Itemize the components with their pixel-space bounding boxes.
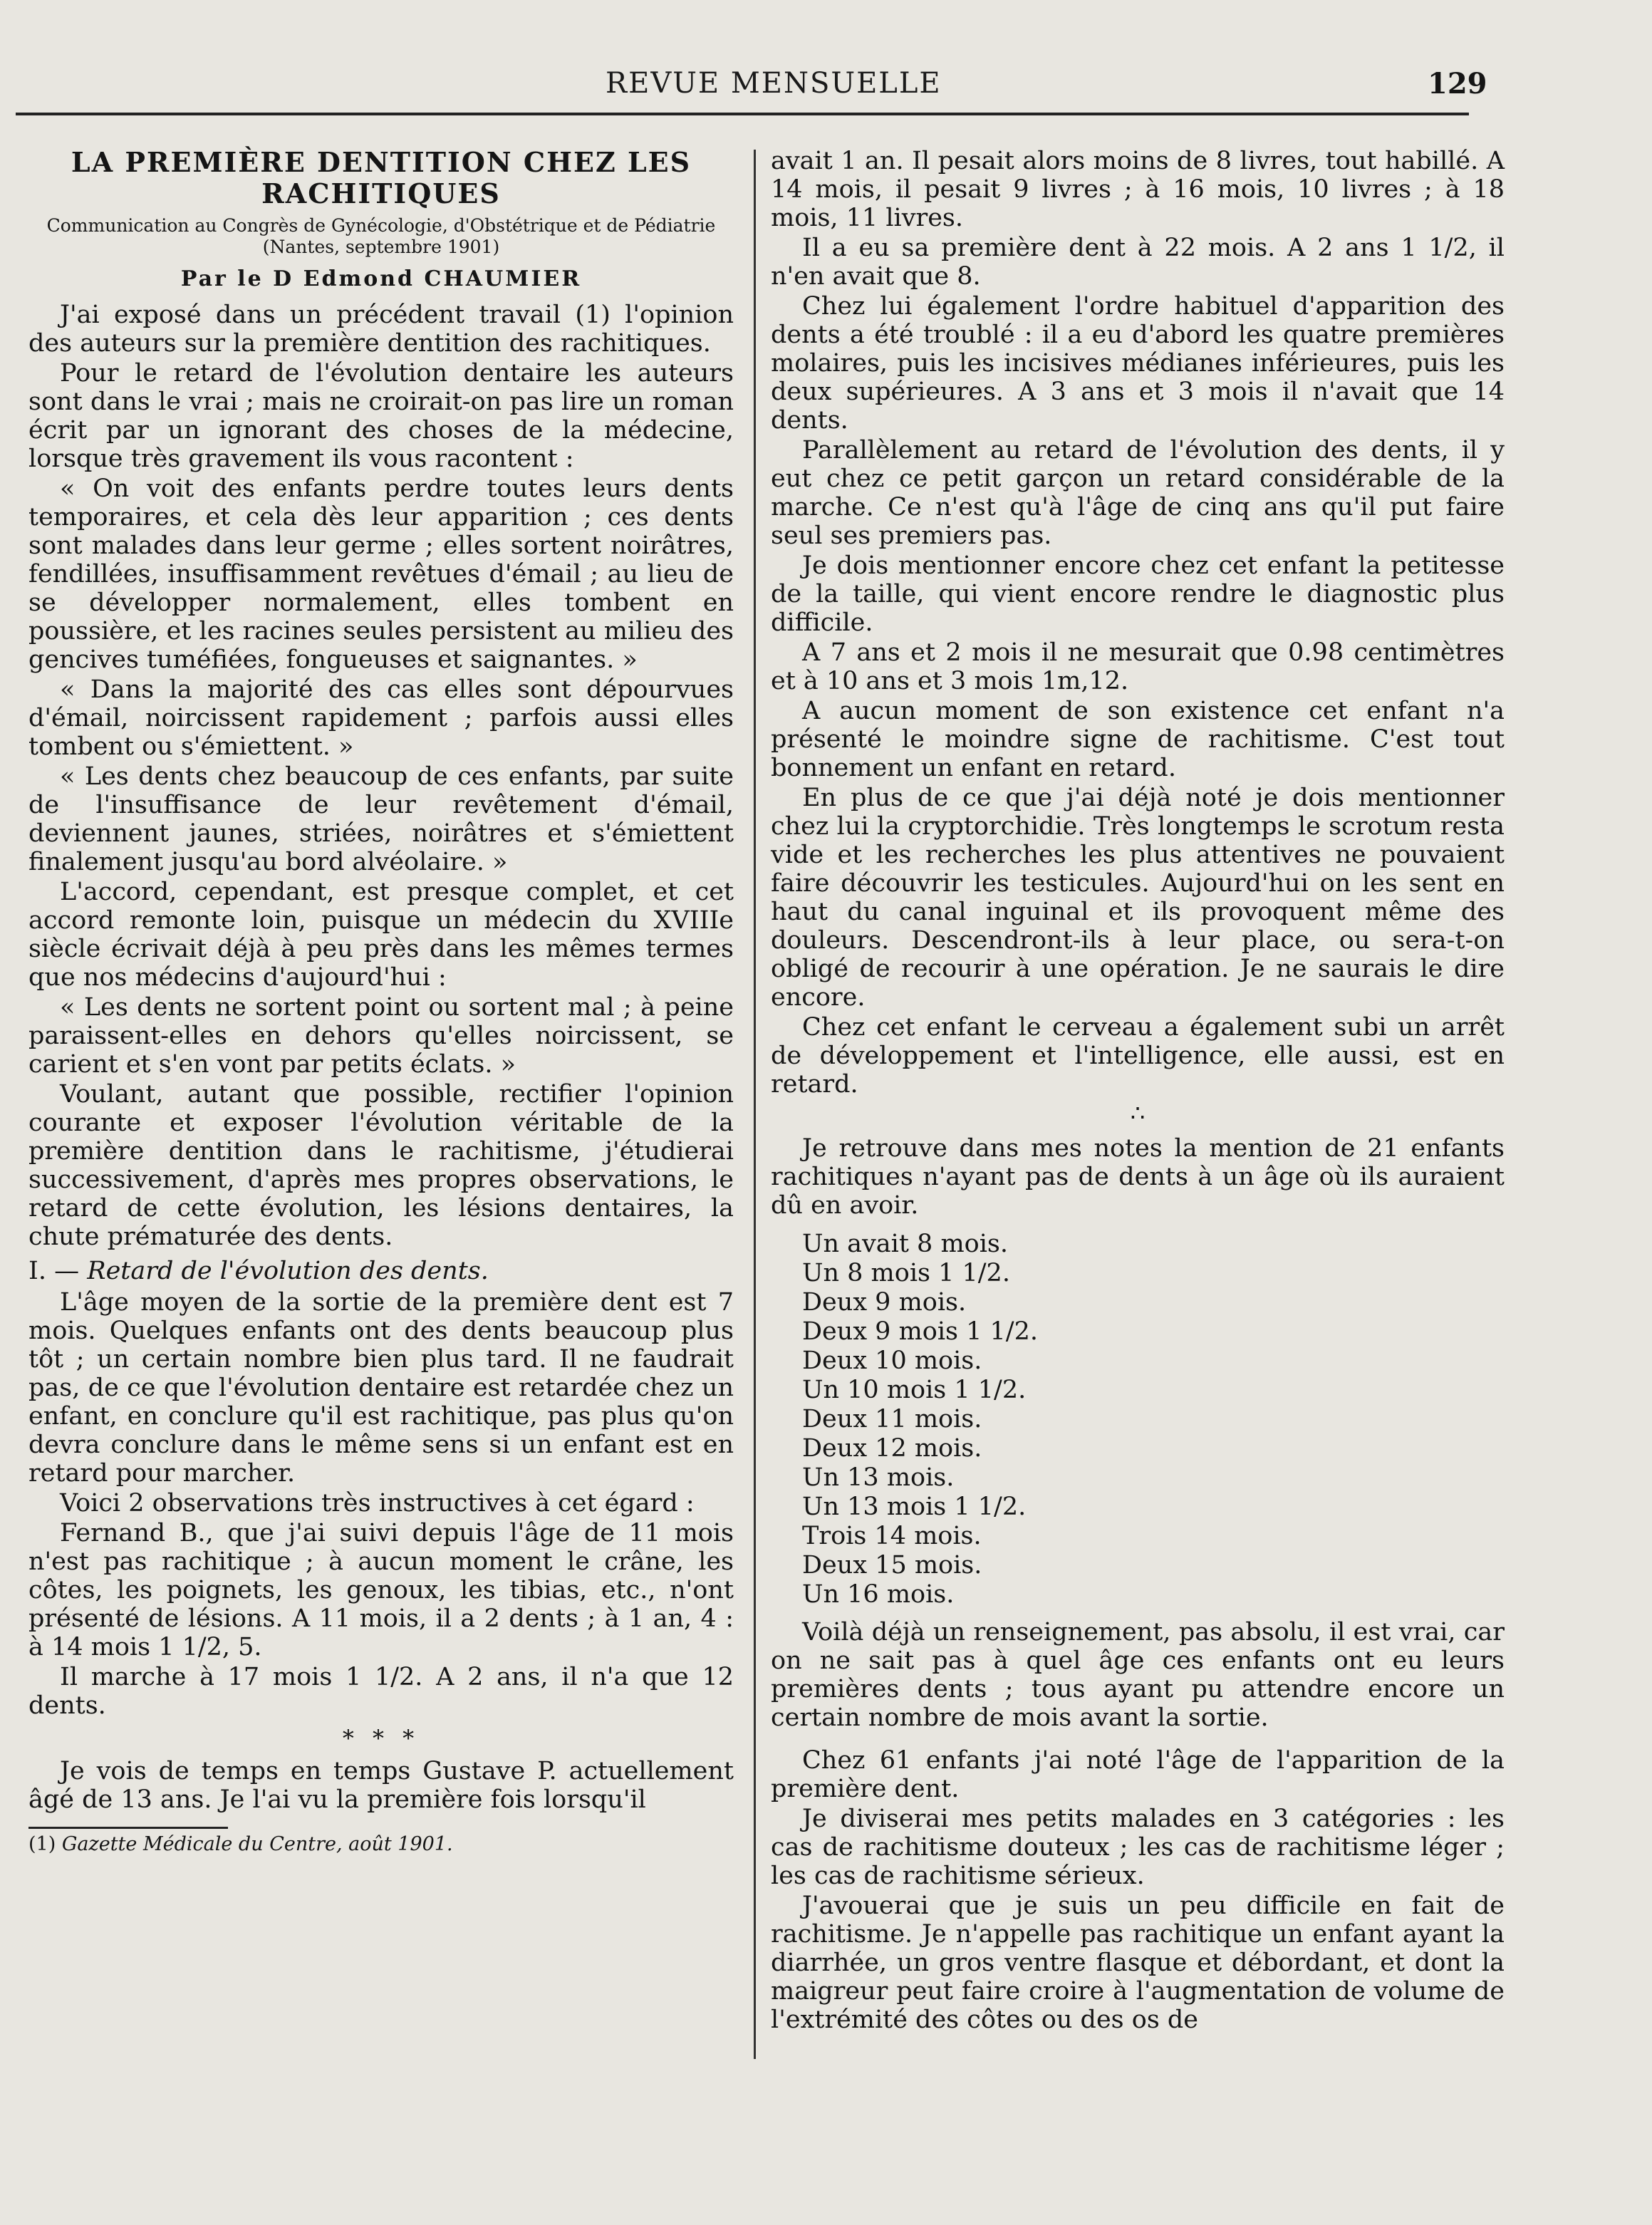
paragraph: A aucun moment de son existence cet enfant n'a présenté le moindre signe de rachitisme. C'est tout bonnement un enfant en retard.: [771, 697, 1505, 782]
section-heading: [28, 1257, 734, 1285]
month-list: [802, 1230, 1505, 1609]
list-item: Un 13 mois.: [802, 1463, 955, 1492]
list-item: Deux 10 mois.: [802, 1347, 982, 1375]
paragraph: En plus de ce que j'ai déjà noté je dois mentionner chez lui la cryptorchidie. Très longtemps le scrotum resta vide et les recherches les plus attentives ne pouvaient faire découvrir les testicules. Aujourd'hui on les sent en haut du canal inguinal et ils provoquent même des douleurs. Descendront-ils à leur place, ou sera-t-on obligé de recourir à une opération. Je ne saurais le dire encore.: [771, 784, 1505, 1012]
quote-paragraph: « Les dents ne sortent point ou sortent mal ; à peine paraissent-elles en dehors qu'elles noircissent, se carient et s'en vont par petits éclats. »: [28, 993, 734, 1079]
paragraph: avait 1 an. Il pesait alors moins de 8 livres, tout habillé. A 14 mois, il pesait 9 livres ; à 16 mois, 10 livres ; à 18 mois, 11 livres.: [771, 147, 1505, 232]
paragraph: Je diviserai mes petits malades en 3 catégories : les cas de rachitisme douteux ; les cas de rachitisme léger ; les cas de rachitisme sérieux.: [771, 1805, 1505, 1890]
article-title-line-2: RACHITIQUES: [261, 177, 501, 209]
list-item: Deux 9 mois.: [802, 1288, 967, 1317]
paragraph: A 7 ans et 2 mois il ne mesurait que 0.98 centimètres et à 10 ans et 3 mois 1m,12.: [771, 638, 1505, 695]
list-item: Deux 12 mois.: [802, 1434, 982, 1463]
paragraph: L'accord, cependant, est presque complet, et cet accord remonte loin, puisque un médecin du XVIIIe siècle écrivait déjà à peu près dans les mêmes termes que nos médecins d'aujourd'hui :: [28, 878, 734, 992]
paragraph: Je vois de temps en temps Gustave P. actuellement âgé de 13 ans. Je l'ai vu la première fois lorsqu'il: [28, 1757, 734, 1814]
list-item: Deux 11 mois.: [802, 1405, 982, 1433]
paragraph: Voilà déjà un renseignement, pas absolu, il est vrai, car on ne sait pas à quel âge ces enfants ont eu leurs premières dents ; tous ayant pu attendre encore un certain nombre de mois avant la sortie.: [771, 1618, 1505, 1732]
running-header-title: REVUE MENSUELLE: [606, 67, 942, 100]
paragraph: Je dois mentionner encore chez cet enfant la petitesse de la taille, qui vient encore rendre le diagnostic plus difficile.: [771, 551, 1505, 637]
paragraph: Pour le retard de l'évolution dentaire les auteurs sont dans le vrai ; mais ne croirait-on pas lire un roman écrit par un ignorant des choses de la médecine, lorsque très gravement ils vous racontent :: [28, 359, 734, 473]
quote-paragraph: « Les dents chez beaucoup de ces enfants, par suite de l'insuffisance de leur revêtement d'émail, deviennent jaunes, striées, noirâtres et s'émiettent finalement jusqu'au bord alvéolaire. »: [28, 762, 734, 876]
footnote-marker: (1): [28, 1833, 56, 1855]
byline: Par le D Edmond CHAUMIER: [180, 266, 582, 291]
list-item: Un avait 8 mois.: [802, 1230, 1008, 1258]
footnote-text: Gazette Médicale du Centre, août 1901.: [61, 1833, 453, 1855]
section-separator: ∴: [1130, 1099, 1146, 1126]
article-subtitle-line-2: (Nantes, septembre 1901): [262, 237, 500, 257]
page-number: 129: [1428, 67, 1487, 100]
quote-paragraph: « On voit des enfants perdre toutes leurs dents temporaires, et cela dès leur apparition ; ces dents sont malades dans leur germe ; elles sortent noirâtres, fendillées, insuffisamment revêtues d'émail ; au lieu de se développer normalement, elles tombent en poussière, et les racines seules persistent au milieu des gencives tuméfiées, fongueuses et saignantes. »: [28, 474, 734, 674]
article-title-line-1: LA PREMIÈRE DENTITION CHEZ LES: [71, 146, 692, 178]
paragraph: Chez lui également l'ordre habituel d'apparition des dents a été troublé : il a eu d'abord les quatre premières molaires, puis les incisives médianes inférieures, puis les deux supérieures. A 3 ans et 3 mois il n'avait que 14 dents.: [771, 292, 1505, 435]
article-title: [28, 147, 734, 209]
list-item: Trois 14 mois.: [802, 1522, 982, 1550]
paragraph: J'ai exposé dans un précédent travail (1) l'opinion des auteurs sur la première dentition des rachitiques.: [28, 301, 734, 358]
paragraph: Chez 61 enfants j'ai noté l'âge de l'apparition de la première dent.: [771, 1746, 1505, 1803]
footnote-rule: [28, 1827, 228, 1829]
section-title: Retard de l'évolution des dents.: [87, 1257, 489, 1285]
section-separator: * * *: [342, 1725, 420, 1752]
column-rule: [754, 150, 756, 2059]
paragraph: Chez cet enfant le cerveau a également subi un arrêt de développement et l'intelligence, elle aussi, est en retard.: [771, 1013, 1505, 1099]
list-item: Deux 9 mois 1 1/2.: [802, 1317, 1038, 1346]
paragraph: Il a eu sa première dent à 22 mois. A 2 ans 1 1/2, il n'en avait que 8.: [771, 234, 1505, 291]
footnote: [28, 1833, 734, 1856]
list-item: Deux 15 mois.: [802, 1551, 982, 1580]
paragraph: Voulant, autant que possible, rectifier l'opinion courante et exposer l'évolution véritable de la première dentition dans le rachitisme, j'étudierai successivement, d'après mes propres observations, le retard de cette évolution, les lésions dentaires, la chute prématurée des dents.: [28, 1080, 734, 1251]
paragraph: Je retrouve dans mes notes la mention de 21 enfants rachitiques n'ayant pas de dents à un âge où ils auraient dû en avoir.: [771, 1134, 1505, 1220]
paragraph: Fernand B., que j'ai suivi depuis l'âge de 11 mois n'est pas rachitique ; à aucun moment le crâne, les côtes, les poignets, les genoux, les tibias, etc., n'ont présenté de lésions. A 11 mois, il a 2 dents ; à 1 an, 4 : à 14 mois 1 1/2, 5.: [28, 1519, 734, 1661]
paragraph-gap: [771, 1733, 1505, 1746]
section-number: I. —: [28, 1257, 80, 1285]
paragraph: L'âge moyen de la sortie de la première dent est 7 mois. Quelques enfants ont des dents beaucoup plus tôt ; un certain nombre bien plus tard. Il ne faudrait pas, de ce que l'évolution dentaire est retardée chez un enfant, en conclure qu'il est rachitique, pas plus qu'on devra conclure dans le même sens si un enfant est en retard pour marcher.: [28, 1288, 734, 1488]
list-item: Un 8 mois 1 1/2.: [802, 1259, 1010, 1287]
right-column: [771, 147, 1505, 2035]
paragraph: Voici 2 observations très instructives à cet égard :: [60, 1489, 695, 1518]
quote-paragraph: « Dans la majorité des cas elles sont dépourvues d'émail, noircissent rapidement ; parfois aussi elles tombent ou s'émiettent. »: [28, 675, 734, 761]
paragraph: J'avouerai que je suis un peu difficile en fait de rachitisme. Je n'appelle pas rachitique un enfant ayant la diarrhée, un gros ventre flasque et débordant, et dont la maigreur peut faire croire à l'augmentation de volume de l'extrémité des côtes ou des os de: [771, 1892, 1505, 2034]
paragraph: Parallèlement au retard de l'évolution des dents, il y eut chez ce petit garçon un retard considérable de la marche. Ce n'est qu'à l'âge de cinq ans qu'il put faire seul ses premiers pas.: [771, 436, 1505, 550]
paragraph: Il marche à 17 mois 1 1/2. A 2 ans, il n'a que 12 dents.: [28, 1663, 734, 1720]
list-item: Un 16 mois.: [802, 1580, 955, 1609]
left-column: [28, 147, 734, 1856]
article-subtitle: [28, 215, 734, 258]
list-item: Un 13 mois 1 1/2.: [802, 1493, 1027, 1521]
list-item: Un 10 mois 1 1/2.: [802, 1376, 1027, 1404]
article-subtitle-line-1: Communication au Congrès de Gynécologie, d'Obstétrique et de Pédiatrie: [46, 215, 716, 236]
header-rule: [16, 113, 1469, 115]
